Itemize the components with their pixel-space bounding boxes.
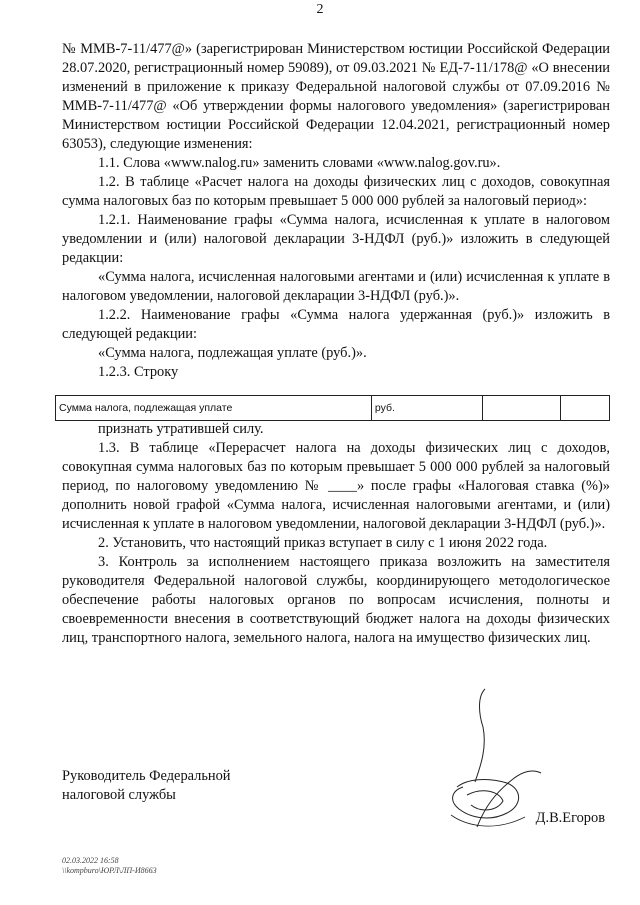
table-cell-empty (560, 396, 609, 421)
table-cell-unit: руб. (371, 396, 482, 421)
document-body (62, 40, 610, 382)
signatory-name: Д.В.Егоров (535, 810, 605, 826)
signatory-position: Руководитель Федеральной налоговой службы (62, 768, 231, 803)
paragraph: № ММВ-7-11/477@» (зарегистрирован Министерством юстиции Российской Федерации 28.07.2020, регистрационный номер 59089), от 09.03.2021 № ЕД-7-11/178@ «О внесении изменений в приложение к приказу Федеральной налоговой службы от 07.09.2016 № ММВ-7-11/477@ «Об утверждении формы налогового уведомления» (зарегистрирован Министерством юстиции Российской Федерации 12.04.2021, регистрационный номер 63053), следующие изменения: (62, 41, 610, 152)
paragraph: 1.2.1. Наименование графы «Сумма налога, исчисленная к уплате в налоговом уведомлении и (или) налоговой декларации 3-НДФЛ (руб.)» изложить в следующей редакции: (62, 212, 610, 266)
paragraph: признать утратившей силу. (98, 421, 264, 437)
table-cell-label: Сумма налога, подлежащая уплате (56, 396, 372, 421)
paragraph: 3. Контроль за исполнением настоящего приказа возложить на заместителя руководителя Федеральной налоговой службы, координирующего методологическое обеспечение работы налоговых органов по вопросам исчисления, полноты и своевременности внесения в соответствующий бюджет налога на доходы физических лиц, транспортного налога, земельного налога, налога на имущество физических лиц. (62, 554, 610, 646)
page-number: 2 (316, 2, 324, 17)
table-cell-empty (483, 396, 560, 421)
paragraph: 1.2.3. Строку (98, 364, 179, 380)
paragraph: 1.3. В таблице «Перерасчет налога на доходы физических лиц с доходов, совокупная сумма налоговых баз по которым превышает 5 000 000 рублей за налоговый период, по налоговому уведомлению № ____» после графы «Налоговая ставка (%)» дополнить новой графой «Сумма налога, исчисленная налоговыми агентами, и (или) исчисленная к уплате в налоговом уведомлении, налоговой декларации 3-НДФЛ (руб.)». (62, 440, 610, 532)
table-fragment (55, 395, 610, 421)
table-row (55, 395, 610, 421)
paragraph: 1.2.2. Наименование графы «Сумма налога удержанная (руб.)» изложить в следующей редакции: (62, 307, 610, 342)
paragraph: 2. Установить, что настоящий приказ вступает в силу с 1 июня 2022 года. (98, 535, 548, 551)
paragraph: «Сумма налога, подлежащая уплате (руб.)». (98, 345, 367, 361)
file-footer: 02.03.2022 16:58 \\kompburo\ЮРЛ\ЛП-И8663 (62, 856, 157, 875)
paragraph: 1.2. В таблице «Расчет налога на доходы физических лиц с доходов, совокупная сумма налоговых баз по которым превышает 5 000 000 рублей за налоговый период»: (62, 174, 610, 209)
document-body-continued (62, 420, 610, 648)
handwritten-signature-icon (437, 687, 547, 837)
paragraph: 1.1. Слова «www.nalog.ru» заменить словами «www.nalog.gov.ru». (98, 155, 501, 171)
signature-block (62, 767, 610, 827)
paragraph: «Сумма налога, исчисленная налоговыми агентами и (или) исчисленная к уплате в налоговом уведомлении, налоговой декларации 3-НДФЛ (руб.)». (62, 269, 610, 304)
